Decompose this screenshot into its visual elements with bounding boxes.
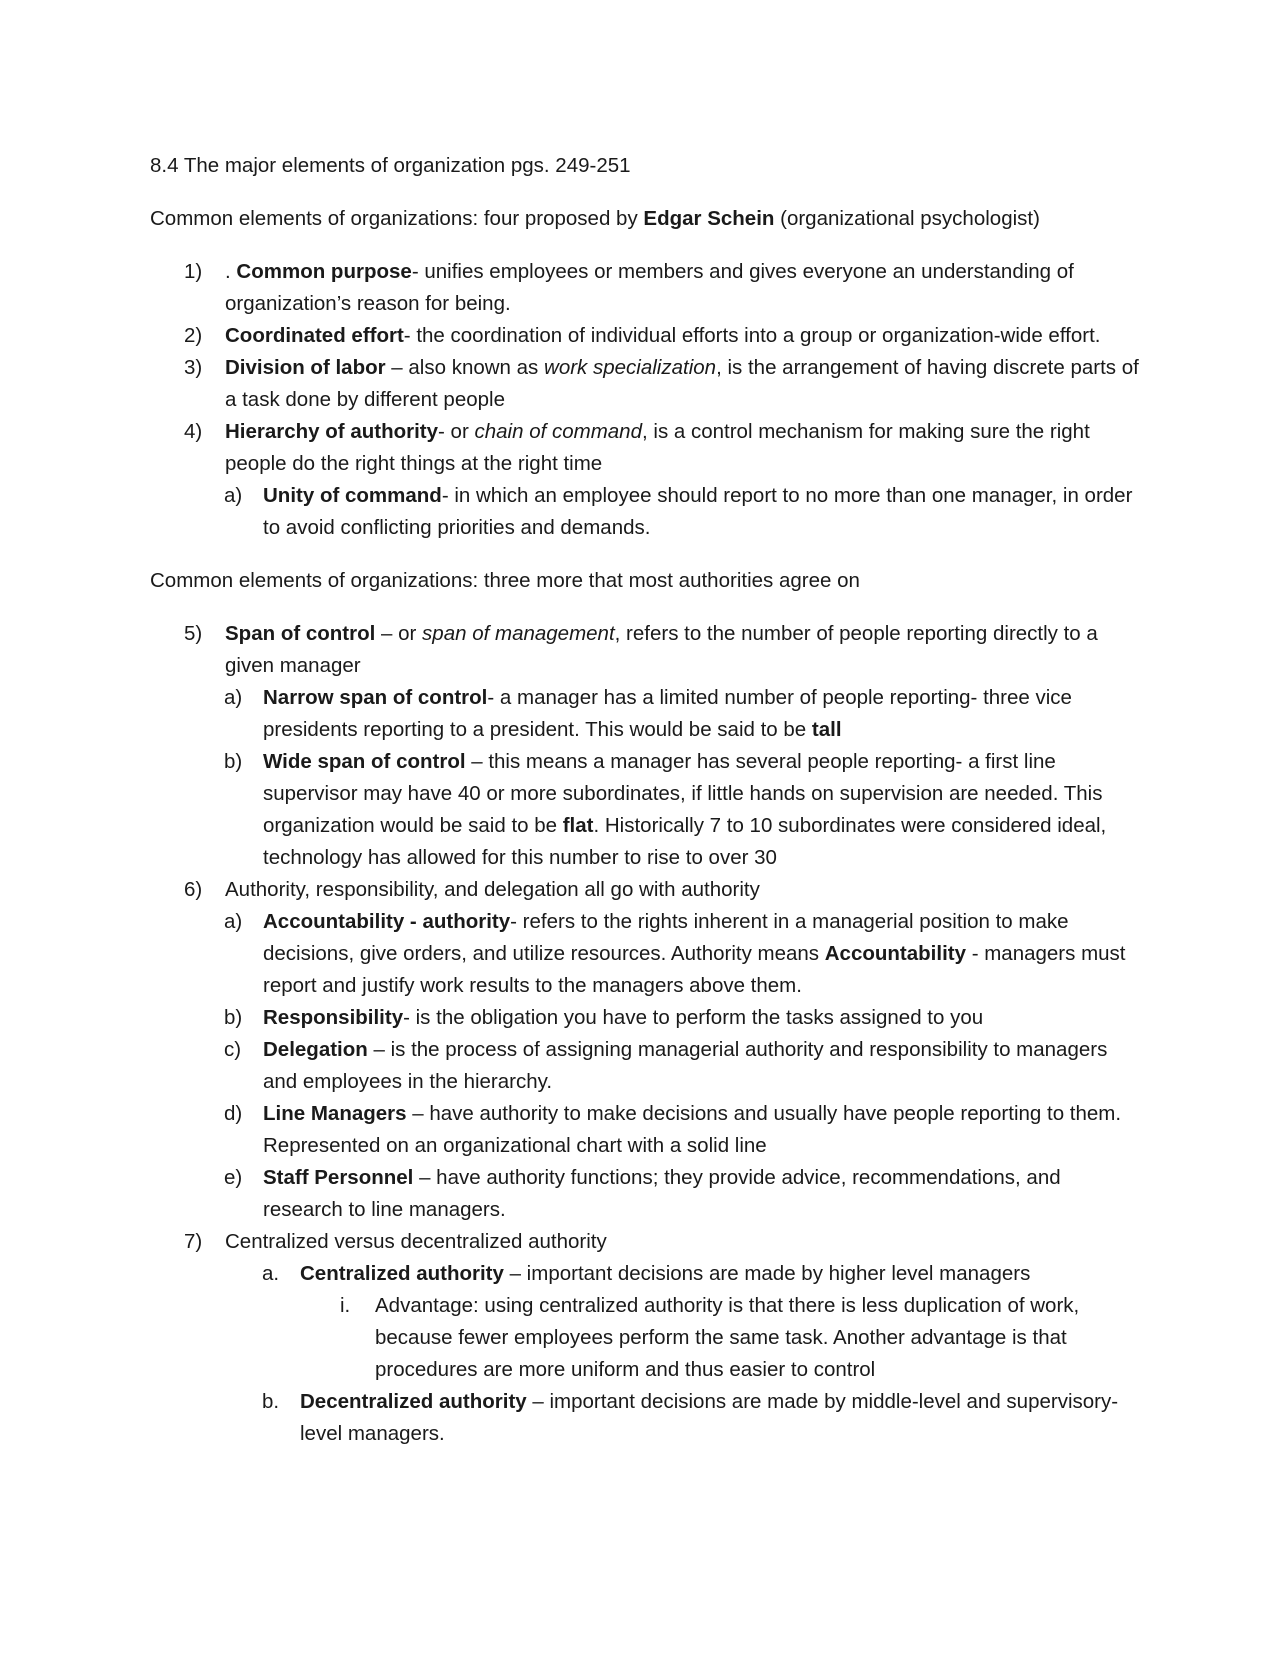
section-title: 8.4 The major elements of organization pgs. 249-251 <box>150 154 631 177</box>
sub-list-item: d) Line Managers – have authority to make decisions and usually have people reporting to them. Represented on an organizational chart with a solid line <box>150 1098 1140 1162</box>
sub-sub-list-item: i. Advantage: using centralized authority is that there is less duplication of work, because fewer employees perform the same task. Another advantage is that procedures are more uniform and thus easier to control <box>150 1290 1140 1386</box>
list-marker: 5) <box>184 622 203 645</box>
sub-list-item: a) Unity of command- in which an employee should report to no more than one manager, in order to avoid conflicting priorities and demands. <box>150 480 1140 544</box>
list-marker: b) <box>224 750 243 773</box>
list-marker: e) <box>224 1166 243 1189</box>
sub-list-item: e) Staff Personnel – have authority functions; they provide advice, recommendations, and research to line managers. <box>150 1162 1140 1226</box>
list-item: 1) . Common purpose- unifies employees or members and gives everyone an understanding of organization’s reason for being. <box>150 256 1140 320</box>
list-marker: c) <box>224 1038 242 1061</box>
element-list-2 <box>150 618 1140 1450</box>
list-marker: d) <box>224 1102 243 1125</box>
list-item: 6) Authority, responsibility, and delegation all go with authority <box>150 874 1140 906</box>
list-marker: 7) <box>184 1230 203 1253</box>
list-marker: 3) <box>184 356 203 379</box>
list-item: 2) Coordinated effort- the coordination of individual efforts into a group or organization-wide effort. <box>150 320 1140 352</box>
sub-list-item: b) Responsibility- is the obligation you have to perform the tasks assigned to you <box>150 1002 1140 1034</box>
list-item: 7) Centralized versus decentralized authority <box>150 1226 1140 1258</box>
list-marker: i. <box>340 1294 351 1317</box>
list-item: 5) Span of control – or span of management, refers to the number of people reporting directly to a given manager <box>150 618 1140 682</box>
list-marker: a) <box>224 484 243 507</box>
list-marker: 6) <box>184 878 203 901</box>
list-marker: a) <box>224 910 243 933</box>
list-marker: 1) <box>184 260 203 283</box>
sub-list-item: a) Accountability - authority- refers to the rights inherent in a managerial position to make decisions, give orders, and utilize resources. Authority means Accountability - managers must report and justify work results to the managers above them. <box>150 906 1140 1002</box>
element-list-1 <box>150 256 1140 544</box>
sub-list-item: b. Decentralized authority – important decisions are made by middle-level and supervisory-level managers. <box>150 1386 1140 1450</box>
sub-list-item: b) Wide span of control – this means a manager has several people reporting- a first line supervisor may have 40 or more subordinates, if little hands on supervision are needed. This organization would be said to be flat. Historically 7 to 10 subordinates were considered ideal, technology has allowed for this number to rise to over 30 <box>150 746 1140 874</box>
document-body <box>150 150 1140 1471</box>
sub-list-item: c) Delegation – is the process of assigning managerial authority and responsibility to managers and employees in the hierarchy. <box>150 1034 1140 1098</box>
list-item: 3) Division of labor – also known as work specialization, is the arrangement of having discrete parts of a task done by different people <box>150 352 1140 416</box>
intro-paragraph-1: Common elements of organizations: four proposed by Edgar Schein (organizational psychologist) <box>150 207 1040 230</box>
list-marker: b. <box>262 1390 280 1413</box>
list-marker: a) <box>224 686 243 709</box>
list-marker: 2) <box>184 324 203 347</box>
intro-paragraph-2: Common elements of organizations: three more that most authorities agree on <box>150 569 860 592</box>
list-marker: a. <box>262 1262 280 1285</box>
list-item: 4) Hierarchy of authority- or chain of command, is a control mechanism for making sure the right people do the right things at the right time <box>150 416 1140 480</box>
sub-list-item: a) Narrow span of control- a manager has a limited number of people reporting- three vice presidents reporting to a president. This would be said to be tall <box>150 682 1140 746</box>
list-marker: 4) <box>184 420 203 443</box>
list-marker: b) <box>224 1006 243 1029</box>
sub-list-item: a. Centralized authority – important decisions are made by higher level managers <box>150 1258 1140 1290</box>
